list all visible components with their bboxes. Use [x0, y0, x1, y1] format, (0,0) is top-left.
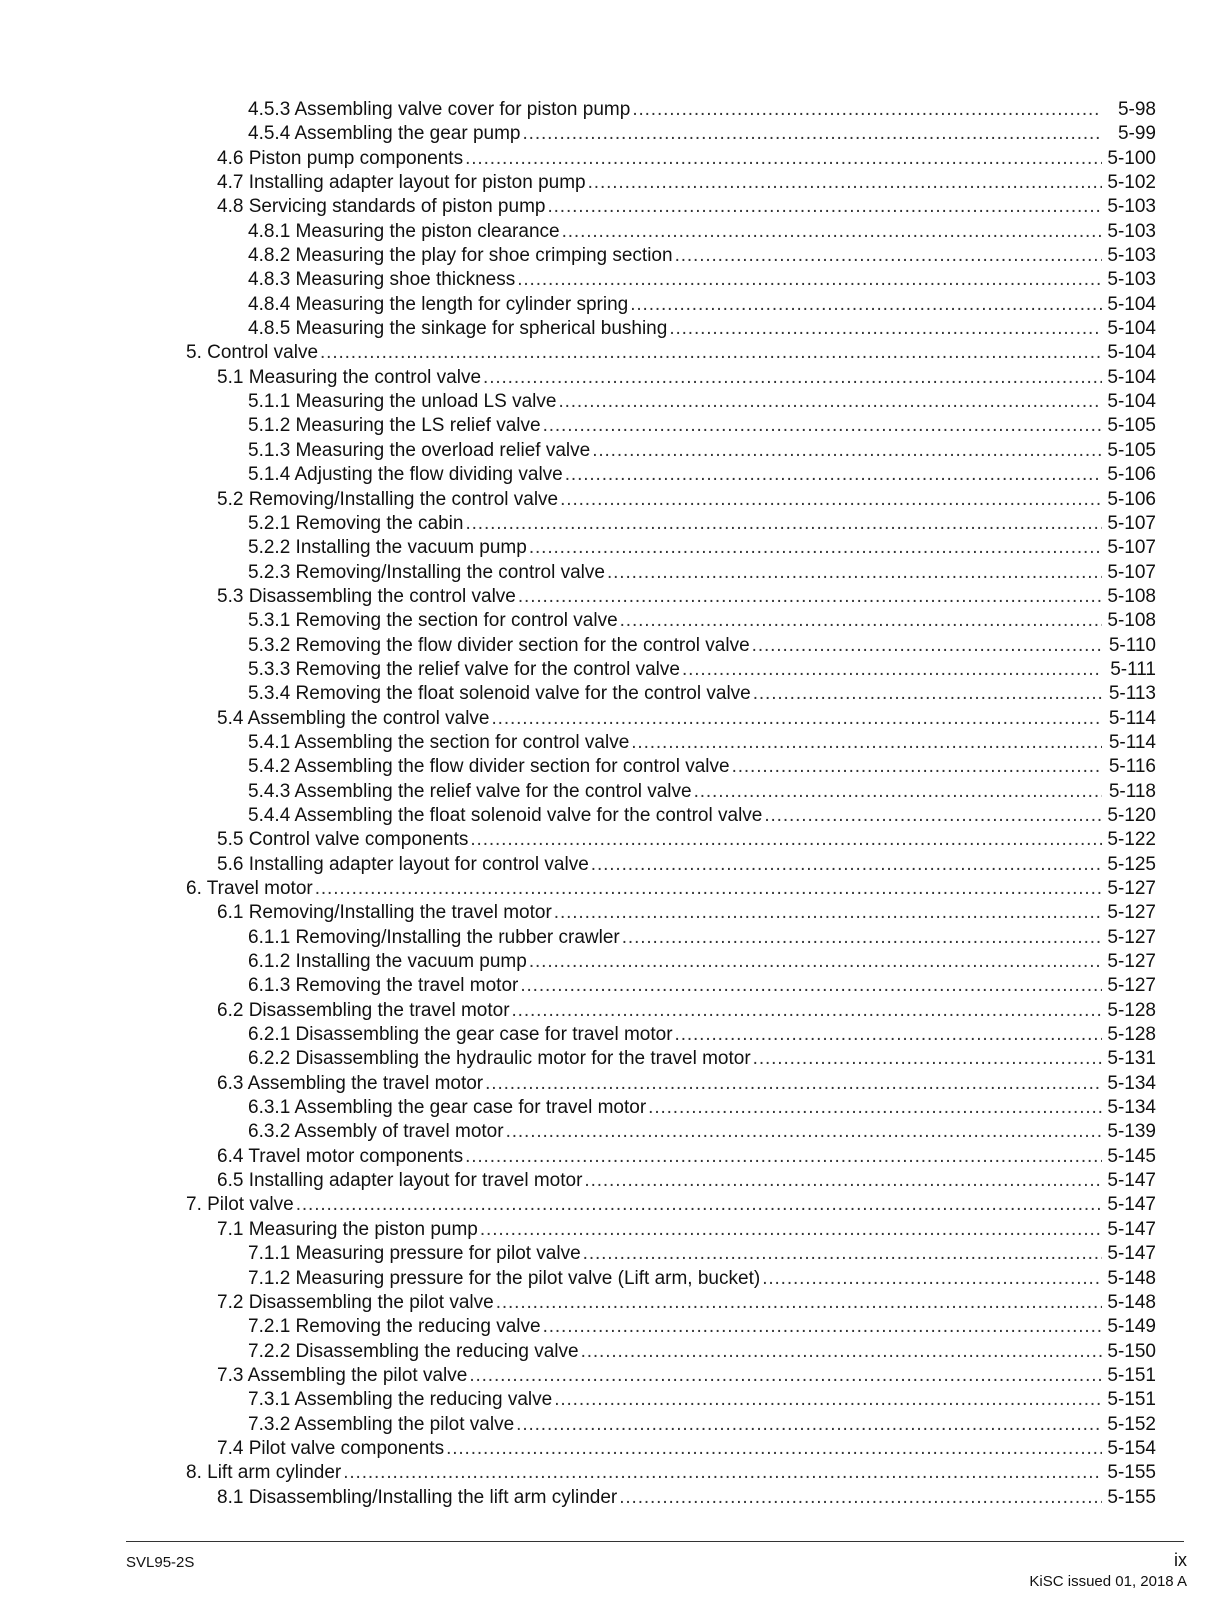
toc-entry[interactable] [186, 512, 1156, 536]
toc-dot-leader [518, 585, 1102, 609]
toc-entry[interactable] [186, 1120, 1156, 1144]
toc-entry[interactable] [186, 999, 1156, 1023]
toc-dot-leader [583, 1242, 1102, 1266]
toc-dot-leader [554, 1388, 1102, 1412]
toc-entry-title: 5.5 Control valve components [217, 829, 469, 851]
toc-dot-leader [558, 390, 1102, 414]
toc-entry-page: 5-116 [1108, 756, 1156, 778]
toc-entry-page: 5-127 [1107, 926, 1156, 948]
toc-dot-leader [631, 731, 1102, 755]
toc-entry[interactable] [186, 658, 1156, 682]
toc-dot-leader [315, 877, 1102, 901]
toc-entry-page: 5-107 [1107, 561, 1156, 583]
toc-entry[interactable] [186, 1072, 1156, 1096]
toc-entry[interactable] [186, 317, 1156, 341]
toc-dot-leader [753, 1047, 1102, 1071]
toc-entry-page: 5-106 [1107, 488, 1156, 510]
toc-entry[interactable] [186, 1096, 1156, 1120]
toc-dot-leader [480, 1218, 1102, 1242]
toc-entry-title: 6.1 Removing/Installing the travel motor [217, 902, 552, 924]
toc-entry-page: 5-145 [1107, 1145, 1156, 1167]
toc-entry-title: 7.1.1 Measuring pressure for pilot valve [248, 1243, 581, 1265]
toc-entry[interactable] [186, 1267, 1156, 1291]
toc-entry[interactable] [186, 1193, 1156, 1217]
toc-entry-page: 5-134 [1107, 1097, 1156, 1119]
toc-entry-page: 5-150 [1107, 1340, 1156, 1362]
toc-entry[interactable] [186, 1437, 1156, 1461]
toc-entry[interactable] [186, 1340, 1156, 1364]
toc-entry-page: 5-139 [1107, 1121, 1156, 1143]
toc-entry-title: 5.4.2 Assembling the flow divider section for control valve [248, 756, 730, 778]
toc-dot-leader [512, 999, 1102, 1023]
toc-entry-page: 5-111 [1110, 658, 1156, 680]
toc-entry[interactable] [186, 1145, 1156, 1169]
toc-dot-leader [682, 658, 1102, 682]
toc-entry-page: 5-102 [1107, 172, 1156, 194]
toc-dot-leader [732, 755, 1102, 779]
toc-entry[interactable] [186, 390, 1156, 414]
toc-entry-page: 5-152 [1107, 1413, 1156, 1435]
footer-issue: KiSC issued 01, 2018 A [1029, 1573, 1187, 1590]
toc-entry[interactable] [186, 1291, 1156, 1315]
toc-entry-title: 4.8 Servicing standards of piston pump [217, 196, 546, 218]
toc-entry-title: 5.4 Assembling the control valve [217, 707, 490, 729]
toc-entry[interactable] [186, 780, 1156, 804]
toc-entry-title: 5.2.2 Installing the vacuum pump [248, 537, 527, 559]
toc-entry-title: 6.4 Travel motor components [217, 1145, 464, 1167]
toc-entry-title: 5.3 Disassembling the control valve [217, 585, 516, 607]
toc-entry-title: 7.3.2 Assembling the pilot valve [248, 1413, 515, 1435]
toc-entry-title: 5.3.2 Removing the flow divider section for the control valve [248, 634, 750, 656]
toc-dot-leader [296, 1193, 1102, 1217]
toc-entry-page: 5-105 [1107, 415, 1156, 437]
toc-entry[interactable] [186, 122, 1156, 146]
toc-entry[interactable] [186, 195, 1156, 219]
toc-entry-title: 6.5 Installing adapter layout for travel motor [217, 1170, 583, 1192]
toc-dot-leader [485, 1072, 1102, 1096]
toc-dot-leader [588, 171, 1102, 195]
toc-dot-leader [543, 414, 1102, 438]
toc-entry-page: 5-147 [1107, 1218, 1156, 1240]
toc-entry[interactable] [186, 171, 1156, 195]
toc-entry-page: 5-128 [1107, 1024, 1156, 1046]
toc-entry-page: 5-148 [1107, 1291, 1156, 1313]
toc-entry[interactable] [186, 1461, 1156, 1485]
toc-entry-title: 5.4.4 Assembling the float solenoid valve for the control valve [248, 804, 763, 826]
toc-entry[interactable] [186, 147, 1156, 171]
table-of-contents [186, 98, 1156, 1510]
toc-entry-page: 5-148 [1107, 1267, 1156, 1289]
toc-entry[interactable] [186, 561, 1156, 585]
toc-entry[interactable] [186, 926, 1156, 950]
toc-entry-page: 5-103 [1107, 269, 1156, 291]
toc-entry[interactable] [186, 439, 1156, 463]
toc-entry-page: 5-131 [1107, 1048, 1156, 1070]
toc-entry-title: 5.3.1 Removing the section for control valve [248, 610, 618, 632]
toc-entry[interactable] [186, 731, 1156, 755]
toc-entry-title: 6.2.1 Disassembling the gear case for travel motor [248, 1024, 673, 1046]
toc-entry-page: 5-104 [1107, 366, 1156, 388]
toc-dot-leader [547, 195, 1102, 219]
toc-entry[interactable] [186, 366, 1156, 390]
toc-dot-leader [762, 1267, 1102, 1291]
toc-entry[interactable] [186, 828, 1156, 852]
toc-entry-page: 5-147 [1107, 1170, 1156, 1192]
toc-dot-leader [675, 244, 1102, 268]
toc-entry[interactable] [186, 293, 1156, 317]
toc-entry-page: 5-105 [1107, 439, 1156, 461]
toc-entry-page: 5-127 [1107, 878, 1156, 899]
toc-entry-page: 5-110 [1108, 634, 1156, 656]
toc-entry-title: 4.7 Installing adapter layout for piston pump [217, 172, 586, 194]
toc-entry-page: 5-107 [1107, 537, 1156, 559]
toc-entry-title: 6.1.2 Installing the vacuum pump [248, 951, 527, 973]
toc-entry-page: 5-147 [1107, 1243, 1156, 1265]
toc-entry[interactable] [186, 1047, 1156, 1071]
toc-dot-leader [523, 122, 1102, 146]
toc-entry-page: 5-104 [1107, 342, 1156, 364]
toc-entry-title: 4.8.3 Measuring shoe thickness [248, 269, 516, 291]
toc-entry-page: 5-113 [1108, 683, 1156, 705]
toc-entry[interactable] [186, 755, 1156, 779]
toc-dot-leader [516, 1413, 1102, 1437]
toc-dot-leader [517, 268, 1102, 292]
toc-entry-title: 6.3.2 Assembly of travel motor [248, 1121, 504, 1143]
toc-entry-title: 5.2.1 Removing the cabin [248, 512, 464, 534]
toc-dot-leader [470, 828, 1102, 852]
footer-divider [126, 1541, 1184, 1542]
toc-dot-leader [554, 901, 1102, 925]
toc-entry-page: 5-154 [1107, 1437, 1156, 1459]
toc-entry[interactable] [186, 901, 1156, 925]
toc-entry[interactable] [186, 950, 1156, 974]
toc-entry-page: 5-104 [1107, 293, 1156, 315]
toc-dot-leader [619, 1486, 1102, 1510]
toc-dot-leader [694, 780, 1102, 804]
toc-dot-leader [584, 1169, 1102, 1193]
toc-entry[interactable] [186, 1364, 1156, 1388]
toc-dot-leader [465, 147, 1102, 171]
toc-dot-leader [620, 609, 1102, 633]
toc-entry[interactable] [186, 1413, 1156, 1437]
toc-entry-title: 7.4 Pilot valve components [217, 1437, 445, 1459]
toc-entry[interactable] [186, 707, 1156, 731]
toc-entry-title: 6.1.1 Removing/Installing the rubber crawler [248, 926, 620, 948]
toc-entry-title: 7.2.2 Disassembling the reducing valve [248, 1340, 579, 1362]
toc-dot-leader [465, 512, 1102, 536]
toc-entry-title: 6.2 Disassembling the travel motor [217, 999, 510, 1021]
toc-entry-title: 8.1 Disassembling/Installing the lift arm cylinder [217, 1486, 618, 1508]
toc-entry-title: 6.2.2 Disassembling the hydraulic motor for the travel motor [248, 1048, 751, 1070]
toc-entry-page: 5-103 [1107, 196, 1156, 218]
toc-dot-leader [592, 439, 1102, 463]
toc-entry-title: 7.2.1 Removing the reducing valve [248, 1316, 541, 1338]
toc-dot-leader [465, 1145, 1102, 1169]
toc-entry[interactable] [186, 609, 1156, 633]
toc-entry-page: 5-147 [1107, 1194, 1156, 1216]
toc-entry-title: 6.3 Assembling the travel motor [217, 1072, 484, 1094]
toc-entry[interactable] [186, 634, 1156, 658]
toc-entry-title: 5.1.4 Adjusting the flow dividing valve [248, 464, 563, 486]
toc-entry-page: 5-118 [1108, 780, 1156, 802]
toc-dot-leader [753, 682, 1102, 706]
toc-entry[interactable] [186, 414, 1156, 438]
toc-entry[interactable] [186, 98, 1156, 122]
toc-dot-leader [622, 926, 1102, 950]
toc-dot-leader [607, 561, 1102, 585]
toc-dot-leader [560, 488, 1102, 512]
toc-entry-title: 5.6 Installing adapter layout for control valve [217, 853, 589, 875]
toc-dot-leader [591, 853, 1102, 877]
toc-entry-page: 5-149 [1107, 1316, 1156, 1338]
toc-entry[interactable] [186, 853, 1156, 877]
toc-entry-title: 5.1.2 Measuring the LS relief valve [248, 415, 541, 437]
toc-entry-title: 5.1.3 Measuring the overload relief valve [248, 439, 591, 461]
toc-dot-leader [562, 220, 1102, 244]
toc-entry-title: 4.8.1 Measuring the piston clearance [248, 220, 560, 242]
toc-entry-page: 5-127 [1107, 951, 1156, 973]
toc-dot-leader [446, 1437, 1102, 1461]
toc-entry-page: 5-155 [1107, 1486, 1156, 1508]
toc-entry-page: 5-104 [1107, 391, 1156, 413]
toc-entry-title: 4.8.4 Measuring the length for cylinder spring [248, 293, 629, 315]
toc-entry-title: 5.2 Removing/Installing the control valve [217, 488, 559, 510]
toc-entry-page: 5-128 [1107, 999, 1156, 1021]
toc-dot-leader [675, 1023, 1102, 1047]
toc-entry-page: 5-107 [1107, 512, 1156, 534]
toc-dot-leader [343, 1461, 1102, 1485]
toc-entry-title: 7.1.2 Measuring pressure for the pilot valve (Lift arm, bucket) [248, 1267, 761, 1289]
toc-entry-title: 4.6 Piston pump components [217, 147, 464, 169]
toc-entry[interactable] [186, 341, 1156, 365]
toc-dot-leader [506, 1120, 1102, 1144]
toc-dot-leader [529, 536, 1102, 560]
toc-entry-title: 5.4.3 Assembling the relief valve for the control valve [248, 780, 692, 802]
toc-entry[interactable] [186, 463, 1156, 487]
toc-entry-page: 5-127 [1107, 975, 1156, 997]
toc-entry-page: 5-151 [1107, 1389, 1156, 1411]
toc-entry[interactable] [186, 488, 1156, 512]
toc-entry[interactable] [186, 1218, 1156, 1242]
toc-entry[interactable] [186, 1023, 1156, 1047]
toc-entry[interactable] [186, 536, 1156, 560]
footer-model: SVL95-2S [126, 1554, 195, 1571]
toc-entry-page: 5-125 [1107, 853, 1156, 875]
toc-entry[interactable] [186, 1242, 1156, 1266]
toc-entry-title: 4.8.5 Measuring the sinkage for spherical bushing [248, 318, 668, 340]
toc-entry-title: 7.3 Assembling the pilot valve [217, 1364, 468, 1386]
toc-dot-leader [630, 293, 1102, 317]
toc-entry-title: 4.5.4 Assembling the gear pump [248, 123, 521, 145]
toc-entry-page: 5-127 [1107, 902, 1156, 924]
toc-entry-page: 5-98 [1117, 99, 1156, 120]
toc-entry-page: 5-106 [1107, 464, 1156, 486]
toc-dot-leader [648, 1096, 1102, 1120]
toc-dot-leader [496, 1291, 1102, 1315]
toc-entry-page: 5-114 [1108, 707, 1156, 729]
toc-entry[interactable] [186, 585, 1156, 609]
toc-entry-title: 6. Travel motor [186, 878, 313, 899]
toc-entry[interactable] [186, 244, 1156, 268]
toc-entry[interactable] [186, 682, 1156, 706]
toc-entry-title: 5. Control valve [186, 342, 319, 364]
toc-dot-leader [529, 950, 1102, 974]
toc-entry[interactable] [186, 1315, 1156, 1339]
toc-dot-leader [492, 707, 1103, 731]
toc-entry[interactable] [186, 974, 1156, 998]
toc-entry-page: 5-108 [1107, 585, 1156, 607]
toc-entry-title: 6.1.3 Removing the travel motor [248, 975, 519, 997]
toc-entry-title: 7.1 Measuring the piston pump [217, 1218, 478, 1240]
toc-dot-leader [581, 1340, 1102, 1364]
toc-entry-page: 5-151 [1107, 1364, 1156, 1386]
toc-entry-title: 7.2 Disassembling the pilot valve [217, 1291, 494, 1313]
toc-entry-title: 7.3.1 Assembling the reducing valve [248, 1389, 553, 1411]
toc-dot-leader [669, 317, 1102, 341]
toc-entry[interactable] [186, 1169, 1156, 1193]
toc-entry-page: 5-122 [1107, 829, 1156, 851]
toc-entry-title: 4.5.3 Assembling valve cover for piston pump [248, 99, 631, 120]
toc-dot-leader [632, 98, 1102, 122]
toc-entry-title: 6.3.1 Assembling the gear case for travel motor [248, 1097, 647, 1119]
toc-entry[interactable] [186, 220, 1156, 244]
toc-entry-title: 7. Pilot valve [186, 1194, 294, 1216]
toc-entry-page: 5-99 [1117, 123, 1156, 145]
toc-entry-title: 5.1 Measuring the control valve [217, 366, 482, 388]
toc-entry[interactable] [186, 268, 1156, 292]
toc-entry-title: 4.8.2 Measuring the play for shoe crimping section [248, 245, 673, 267]
toc-entry-page: 5-103 [1107, 245, 1156, 267]
toc-entry-title: 5.2.3 Removing/Installing the control valve [248, 561, 605, 583]
toc-entry-title: 5.3.3 Removing the relief valve for the control valve [248, 658, 680, 680]
toc-dot-leader [320, 341, 1102, 365]
toc-dot-leader [543, 1315, 1102, 1339]
toc-entry-page: 5-120 [1107, 804, 1156, 826]
toc-entry-page: 5-155 [1107, 1462, 1156, 1484]
toc-entry-page: 5-134 [1107, 1072, 1156, 1094]
toc-entry[interactable] [186, 877, 1156, 901]
toc-entry-title: 5.1.1 Measuring the unload LS valve [248, 391, 557, 413]
toc-entry-title: 5.4.1 Assembling the section for control valve [248, 731, 630, 753]
toc-entry-page: 5-103 [1107, 220, 1156, 242]
toc-entry[interactable] [186, 1388, 1156, 1412]
toc-dot-leader [469, 1364, 1102, 1388]
toc-entry-title: 8. Lift arm cylinder [186, 1462, 342, 1484]
footer-page-number: ix [1174, 1550, 1187, 1570]
toc-dot-leader [752, 634, 1102, 658]
toc-dot-leader [520, 974, 1102, 998]
toc-dot-leader [764, 804, 1102, 828]
toc-entry-page: 5-104 [1107, 318, 1156, 340]
toc-entry-page: 5-114 [1108, 731, 1156, 753]
toc-entry-title: 5.3.4 Removing the float solenoid valve for the control valve [248, 683, 751, 705]
toc-entry[interactable] [186, 1486, 1156, 1510]
toc-entry[interactable] [186, 804, 1156, 828]
toc-entry-page: 5-100 [1107, 147, 1156, 169]
toc-dot-leader [565, 463, 1102, 487]
toc-dot-leader [483, 366, 1102, 390]
toc-entry-page: 5-108 [1107, 610, 1156, 632]
